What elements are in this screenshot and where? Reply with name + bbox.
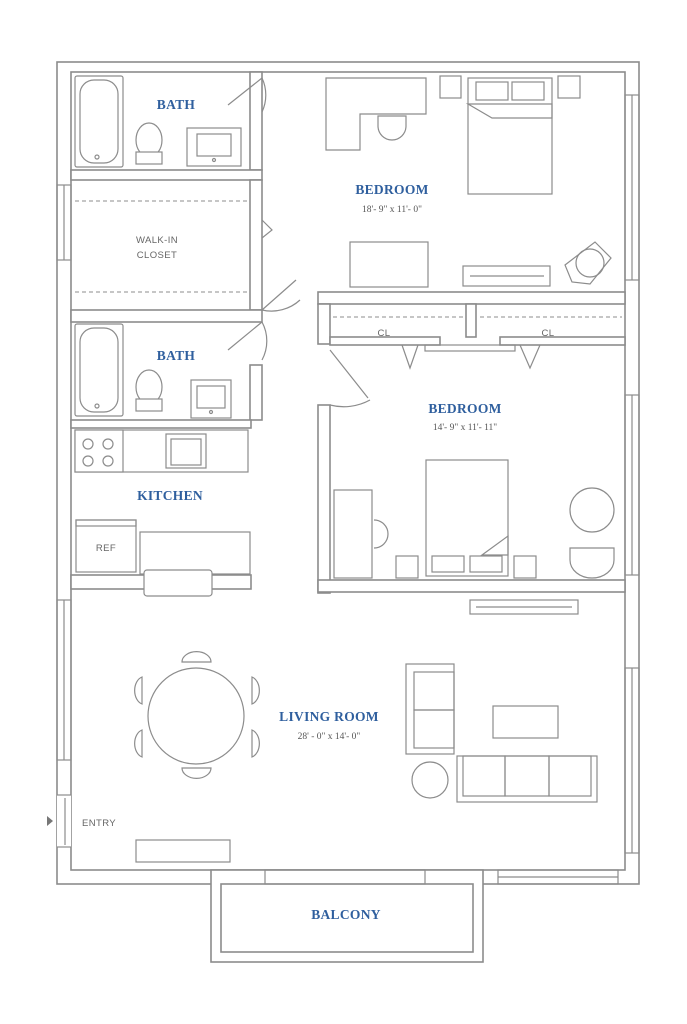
nightstand xyxy=(396,556,418,578)
closet-right-label: CL xyxy=(541,328,555,339)
bed xyxy=(468,78,552,194)
desk xyxy=(334,490,372,578)
entry-label: ENTRY xyxy=(82,818,117,829)
entry-arrow-icon xyxy=(47,816,53,826)
living-room-dimensions: 28' - 0" x 14'- 0" xyxy=(297,732,361,742)
nightstand xyxy=(440,76,461,98)
desk-chair xyxy=(378,116,406,140)
armchair xyxy=(570,548,614,578)
primary-bedroom-dimensions: 18'- 9" x 11'- 0" xyxy=(362,205,422,215)
closet-left-label: CL xyxy=(377,328,391,339)
side-table xyxy=(412,762,448,798)
bed xyxy=(426,460,508,576)
armchair xyxy=(406,664,454,754)
kitchen-label: KITCHEN xyxy=(137,488,203,503)
round-table xyxy=(570,488,614,532)
walk-in-closet-label-line2: CLOSET xyxy=(136,250,178,261)
coffee-table xyxy=(493,706,558,738)
nightstand xyxy=(558,76,580,98)
second-bedroom-label: BEDROOM xyxy=(428,401,502,416)
refrigerator-label: REF xyxy=(95,543,117,554)
lower-bath-label: BATH xyxy=(156,348,196,363)
entry-bench xyxy=(136,840,230,862)
living-room-label: LIVING ROOM xyxy=(279,709,379,724)
upper-bath-label: BATH xyxy=(156,97,196,112)
sofa xyxy=(457,756,597,802)
primary-bedroom-label: BEDROOM xyxy=(355,182,429,197)
kitchen-bench xyxy=(144,570,212,596)
dresser xyxy=(350,242,428,287)
nightstand xyxy=(514,556,536,578)
kitchen-island xyxy=(140,532,250,574)
walk-in-closet-label-line1: WALK-IN xyxy=(135,235,179,246)
stove-icon xyxy=(75,430,123,472)
balcony-label: BALCONY xyxy=(311,907,381,922)
second-bedroom-dimensions: 14'- 9" x 11'- 11" xyxy=(432,423,498,433)
